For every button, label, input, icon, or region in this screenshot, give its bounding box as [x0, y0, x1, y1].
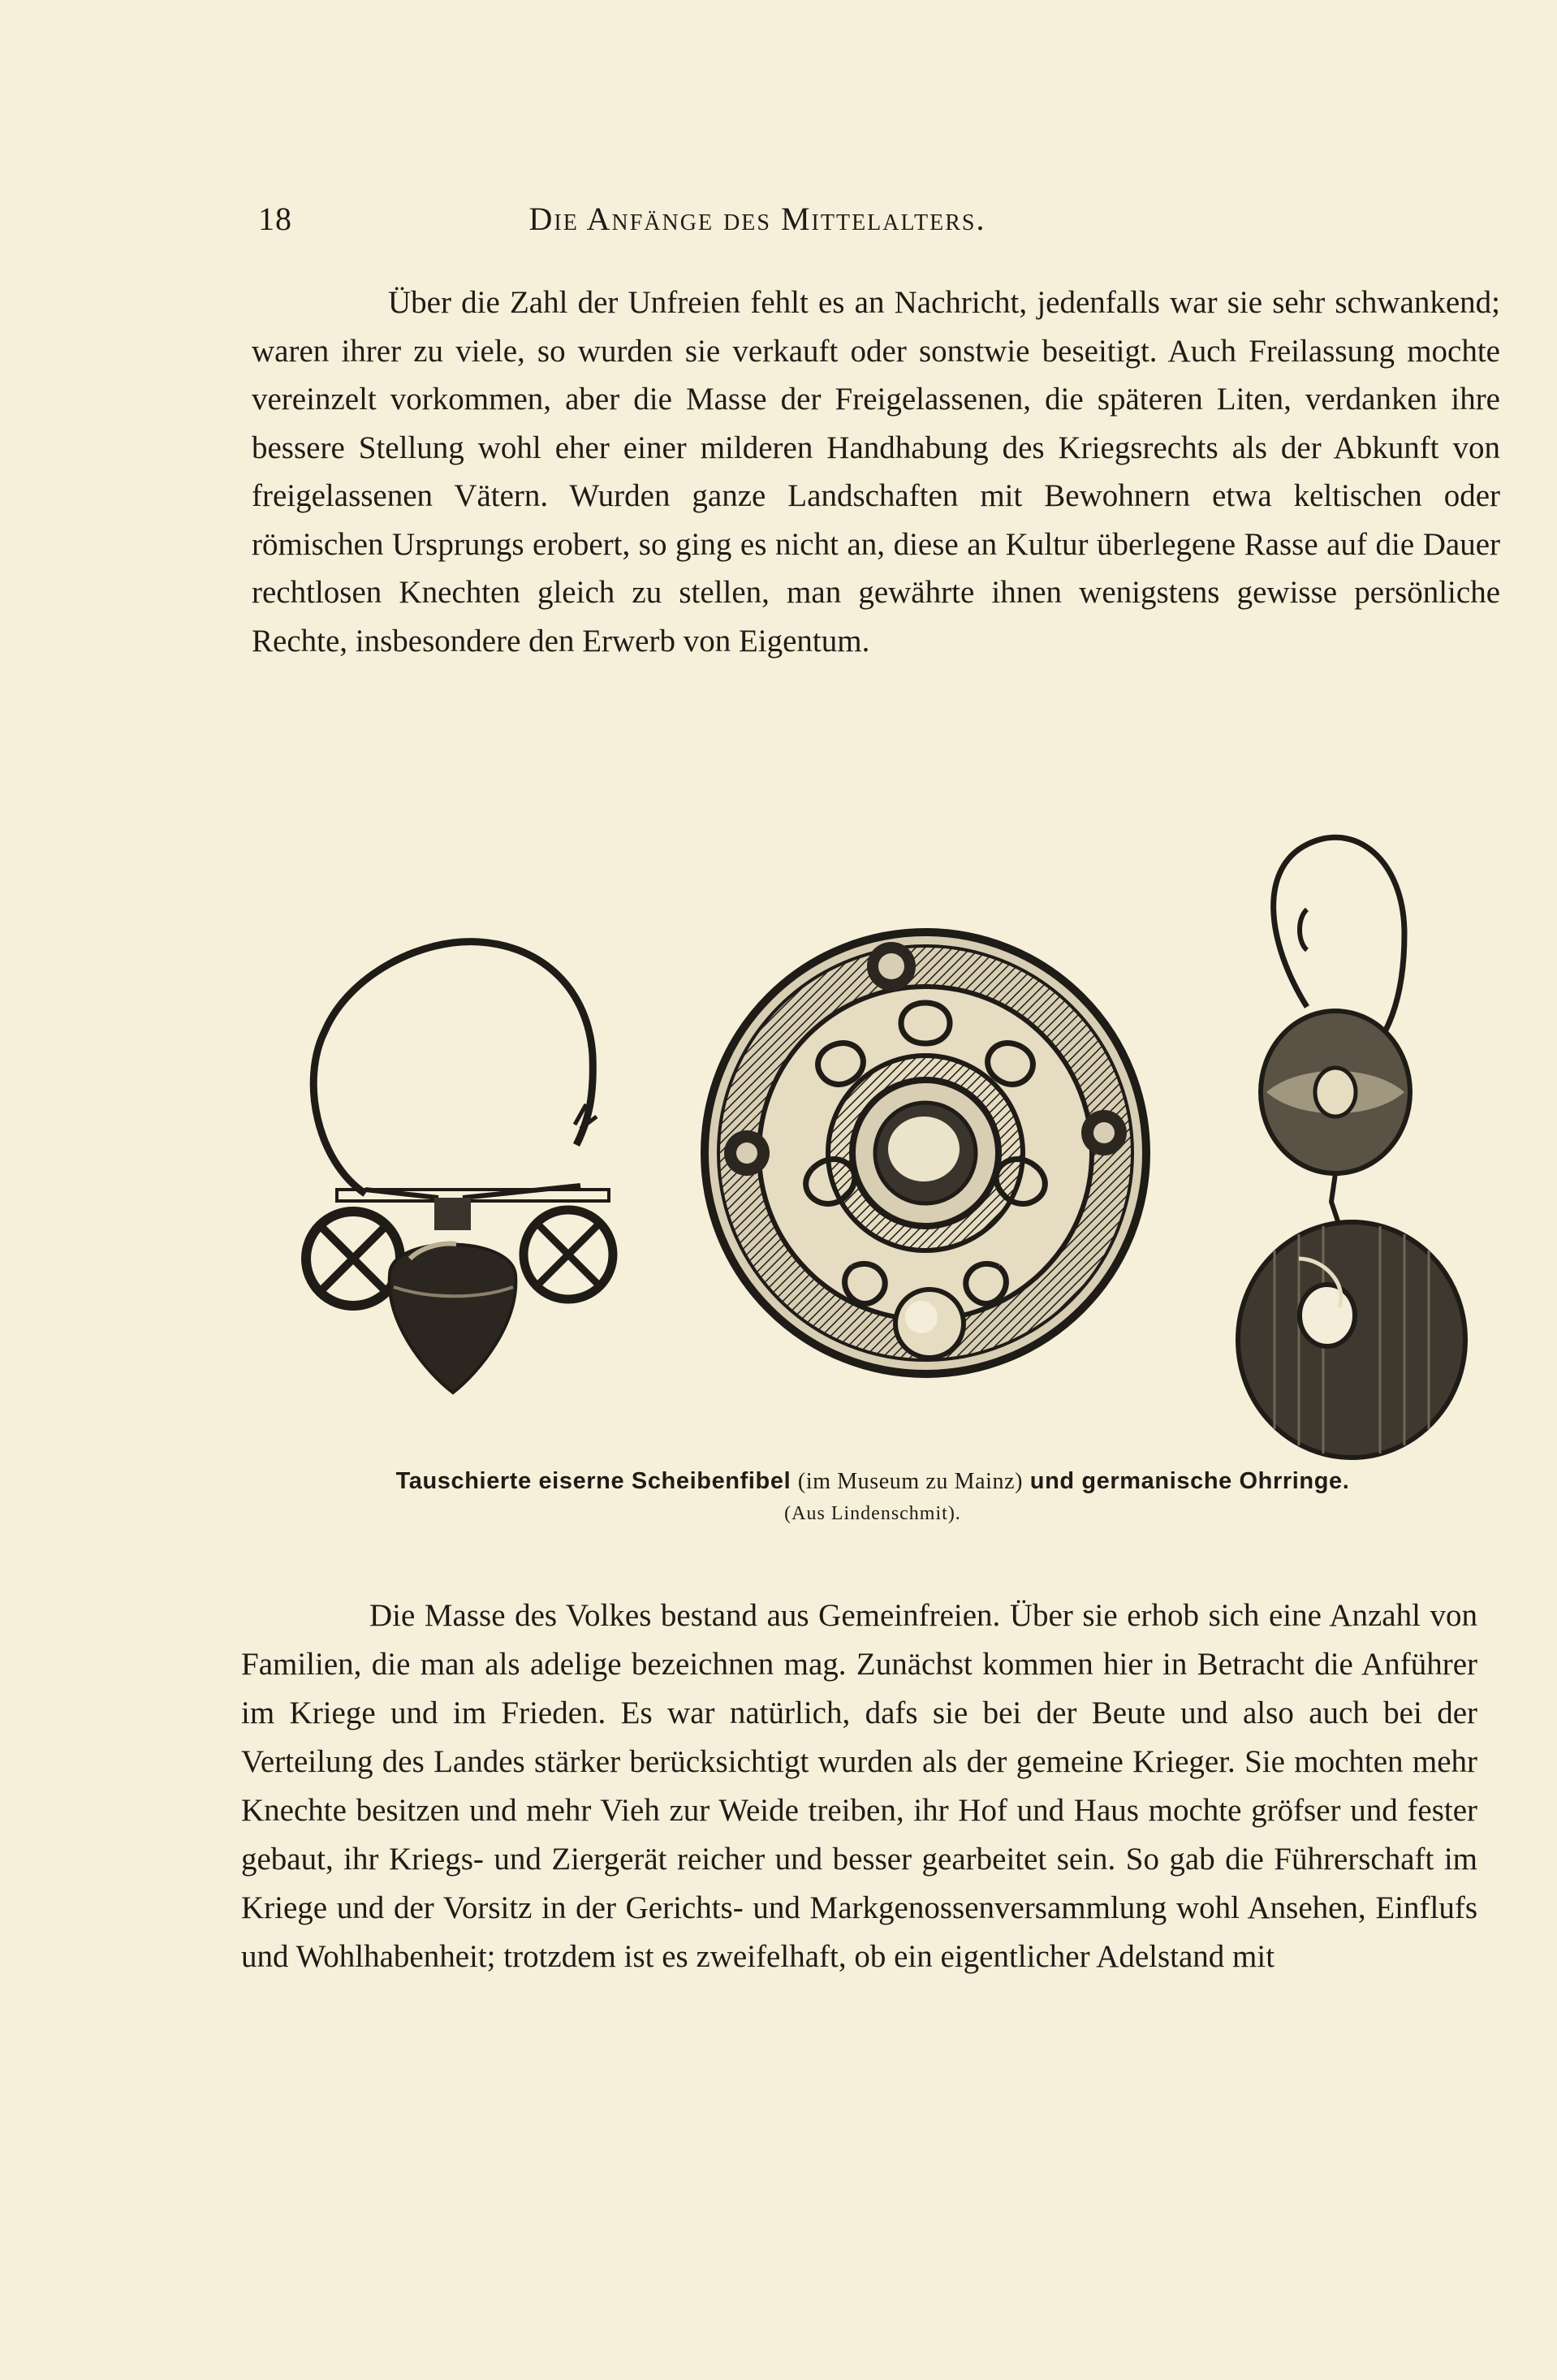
caption-main: [244, 1468, 1502, 1495]
paragraph-1: Über die Zahl der Unfreien fehlt es an Nachricht, jedenfalls war sie sehr schwankend; waren ihrer zu viele, so wurden sie verkauft oder sonstwie beseitigt. Auch Freilassung mochte vereinzelt vorkommen, aber die Masse der Freigelassenen, die späteren Liten, verdanken ihre bessere Stellung wohl eher einer milderen Handhabung des Kriegsrechts als der Abkunft von freigelassenen Vätern. Wurden ganze Landschaften mit Bewohnern etwa keltischen oder römischen Ursprungs erobert, so ging es nicht an, diese an Kultur überlegene Rasse auf die Dauer rechtlosen Knechten gleich zu stellen, man gewährte ihnen wenigstens gewisse persönliche Rechte, insbesondere den Erwerb von Eigentum.: [252, 285, 1500, 659]
earring-with-bell-icon: [268, 918, 625, 1405]
caption-museum: (im Museum zu Mainz): [797, 1469, 1024, 1494]
earring-with-discs-icon: [1210, 820, 1469, 1462]
caption-source: (Aus Lindenschmit).: [784, 1503, 961, 1524]
figure-illustration: [244, 820, 1510, 1462]
page-number: 18: [258, 201, 292, 237]
disc-fibula-icon: [698, 926, 1153, 1380]
caption-part-2: und germanische Ohrringe.: [1029, 1468, 1350, 1494]
caption-part-1: Tauschierte eiserne Scheibenfibel: [395, 1468, 791, 1494]
chapter-title: Die Anfänge des Mittelalters.: [528, 201, 986, 237]
figure-caption: [244, 1468, 1502, 1525]
paragraph-2: Die Masse des Volkes bestand aus Gemeinfreien. Über sie erhob sich eine Anzahl von Familien, die man als adelige bezeichnen mag. Zunächst kommen hier in Betracht die Anführer im Kriege und im Frieden. Es war natürlich, dafs sie bei der Beute und also auch bei der Verteilung des Landes stärker berücksichtigt wurden als der gemeine Krieger. Sie mochten mehr Knechte besitzen und mehr Vieh zur Weide treiben, ihr Hof und Haus mochte gröfser und fester gebaut, ihr Kriegs- und Ziergerät reicher und besser gearbeitet sein. So gab die Führerschaft im Kriege und der Vorsitz in der Gerichts- und Markgenossenversammlung wohl Ansehen, Einflufs und Wohlhabenheit; trotzdem ist es zweifelhaft, ob ein eigentlicher Adelstand mit: [241, 1598, 1477, 1974]
